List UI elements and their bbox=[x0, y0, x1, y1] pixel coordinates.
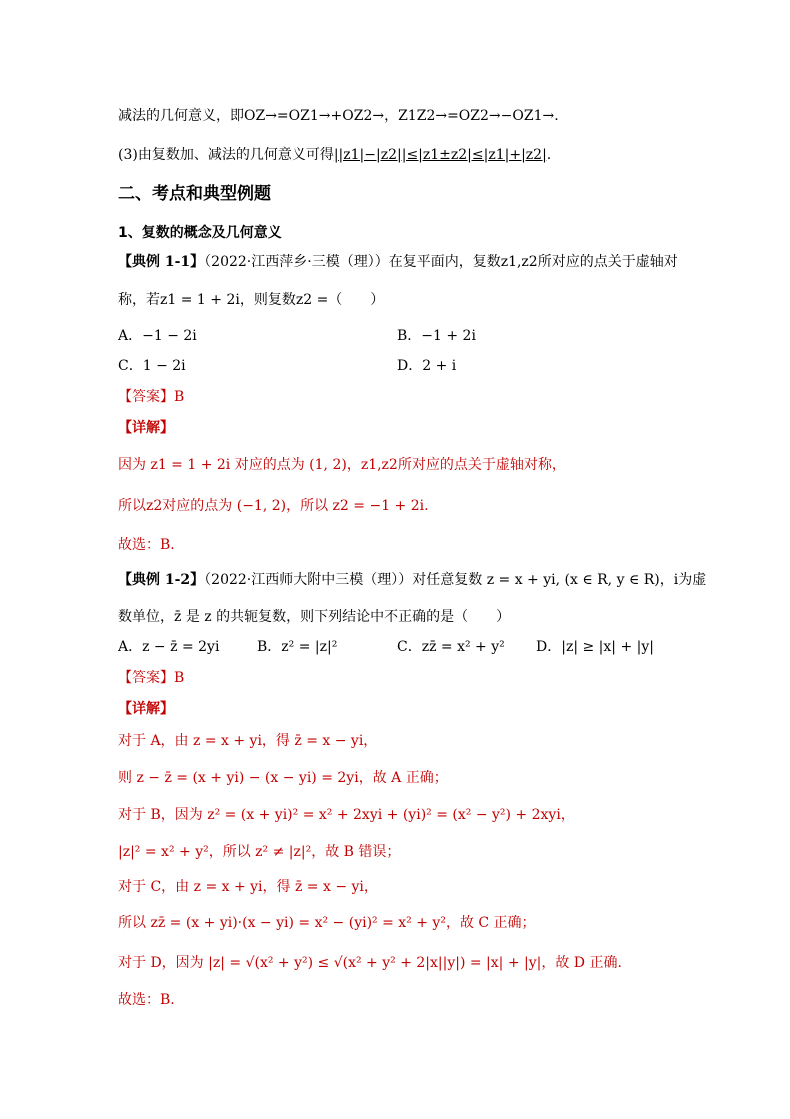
paragraph-inequality bbox=[118, 145, 551, 165]
example-1-2-tag: 【典例 1-2】 bbox=[118, 572, 205, 588]
option-b-2: B．z² = |z|² bbox=[257, 639, 338, 655]
detail-label-2: 【详解】 bbox=[118, 701, 174, 717]
detail-d-1: 对于 D，因为 |z| = √(x² + y²) ≤ √(x² + y² + 2|x||y|) = |x| + |y|，故 D 正确. bbox=[118, 955, 622, 971]
inequality-intro: (3)由复数加、减法的几何意义可得 bbox=[118, 147, 334, 163]
detail-c-1: 对于 C，由 z = x + yi，得 z̄ = x − yi， bbox=[118, 879, 378, 895]
detail-a-1: 对于 A，由 z = x + yi，得 z̄ = x − yi， bbox=[118, 733, 378, 749]
inequality-formula: ||z1|−|z2||≤|z1±z2|≤|z1|+|z2| bbox=[333, 147, 547, 163]
detail-line-2: 所以z2对应的点为 (−1, 2)，所以 z2 = −1 + 2i. bbox=[118, 498, 429, 514]
option-d: D．2 + i bbox=[397, 358, 457, 374]
conclusion-2: 故选：B. bbox=[118, 992, 175, 1008]
conclusion: 故选：B. bbox=[118, 537, 175, 553]
example-1-1-text: （2022·江西萍乡·三模（理））在复平面内，复数z1,z2所对应的点关于虚轴对 bbox=[204, 254, 678, 270]
option-a-2: A．z − z̄ = 2yi bbox=[118, 639, 220, 655]
detail-b-2: |z|² = x² + y²，所以 z² ≠ |z|²，故 B 错误； bbox=[118, 844, 401, 860]
option-d-2: D．|z| ≥ |x| + |y| bbox=[536, 639, 654, 655]
option-c: C．1 − 2i bbox=[118, 358, 186, 374]
detail-label: 【详解】 bbox=[118, 420, 174, 436]
example-1-2-stem-cont: 数单位，z̄ 是 z 的共轭复数，则下列结论中不正确的是（ ） bbox=[118, 609, 511, 625]
example-1-1-stem bbox=[118, 252, 678, 272]
topic-heading: 1、复数的概念及几何意义 bbox=[118, 225, 282, 241]
detail-b-1: 对于 B，因为 z² = (x + yi)² = x² + 2xyi + (yi)² = (x² − y²) + 2xyi， bbox=[118, 807, 575, 823]
answer-label: 【答案】B bbox=[118, 389, 185, 405]
section-heading: 二、考点和典型例题 bbox=[118, 184, 271, 204]
paragraph-vector-meaning: 减法的几何意义，即OZ→=OZ1→+OZ2→，Z1Z2→=OZ2→−OZ1→. bbox=[118, 108, 559, 124]
example-1-2-text: （2022·江西师大附中三模（理））对任意复数 z = x + yi, (x ∈ R, y ∈ R)，i为虚 bbox=[204, 572, 707, 588]
example-1-1-tag: 【典例 1-1】 bbox=[118, 254, 205, 270]
detail-c-2: 所以 zz̄ = (x + yi)·(x − yi) = x² − (yi)² = x² + y²，故 C 正确； bbox=[118, 915, 536, 931]
example-1-1-stem-cont: 称，若z1 = 1 + 2i，则复数z2 =（ ） bbox=[118, 292, 385, 308]
option-b: B．−1 + 2i bbox=[397, 328, 476, 344]
inequality-period: . bbox=[546, 147, 552, 163]
option-c-2: C．zz̄ = x² + y² bbox=[397, 639, 505, 655]
option-a: A．−1 − 2i bbox=[118, 328, 197, 344]
answer-label-2: 【答案】B bbox=[118, 670, 185, 686]
detail-a-2: 则 z − z̄ = (x + yi) − (x − yi) = 2yi，故 A 正确； bbox=[118, 770, 448, 786]
example-1-2-stem bbox=[118, 570, 706, 590]
detail-line-1: 因为 z1 = 1 + 2i 对应的点为 (1, 2)，z1,z2所对应的点关于虚轴对称， bbox=[118, 457, 566, 473]
